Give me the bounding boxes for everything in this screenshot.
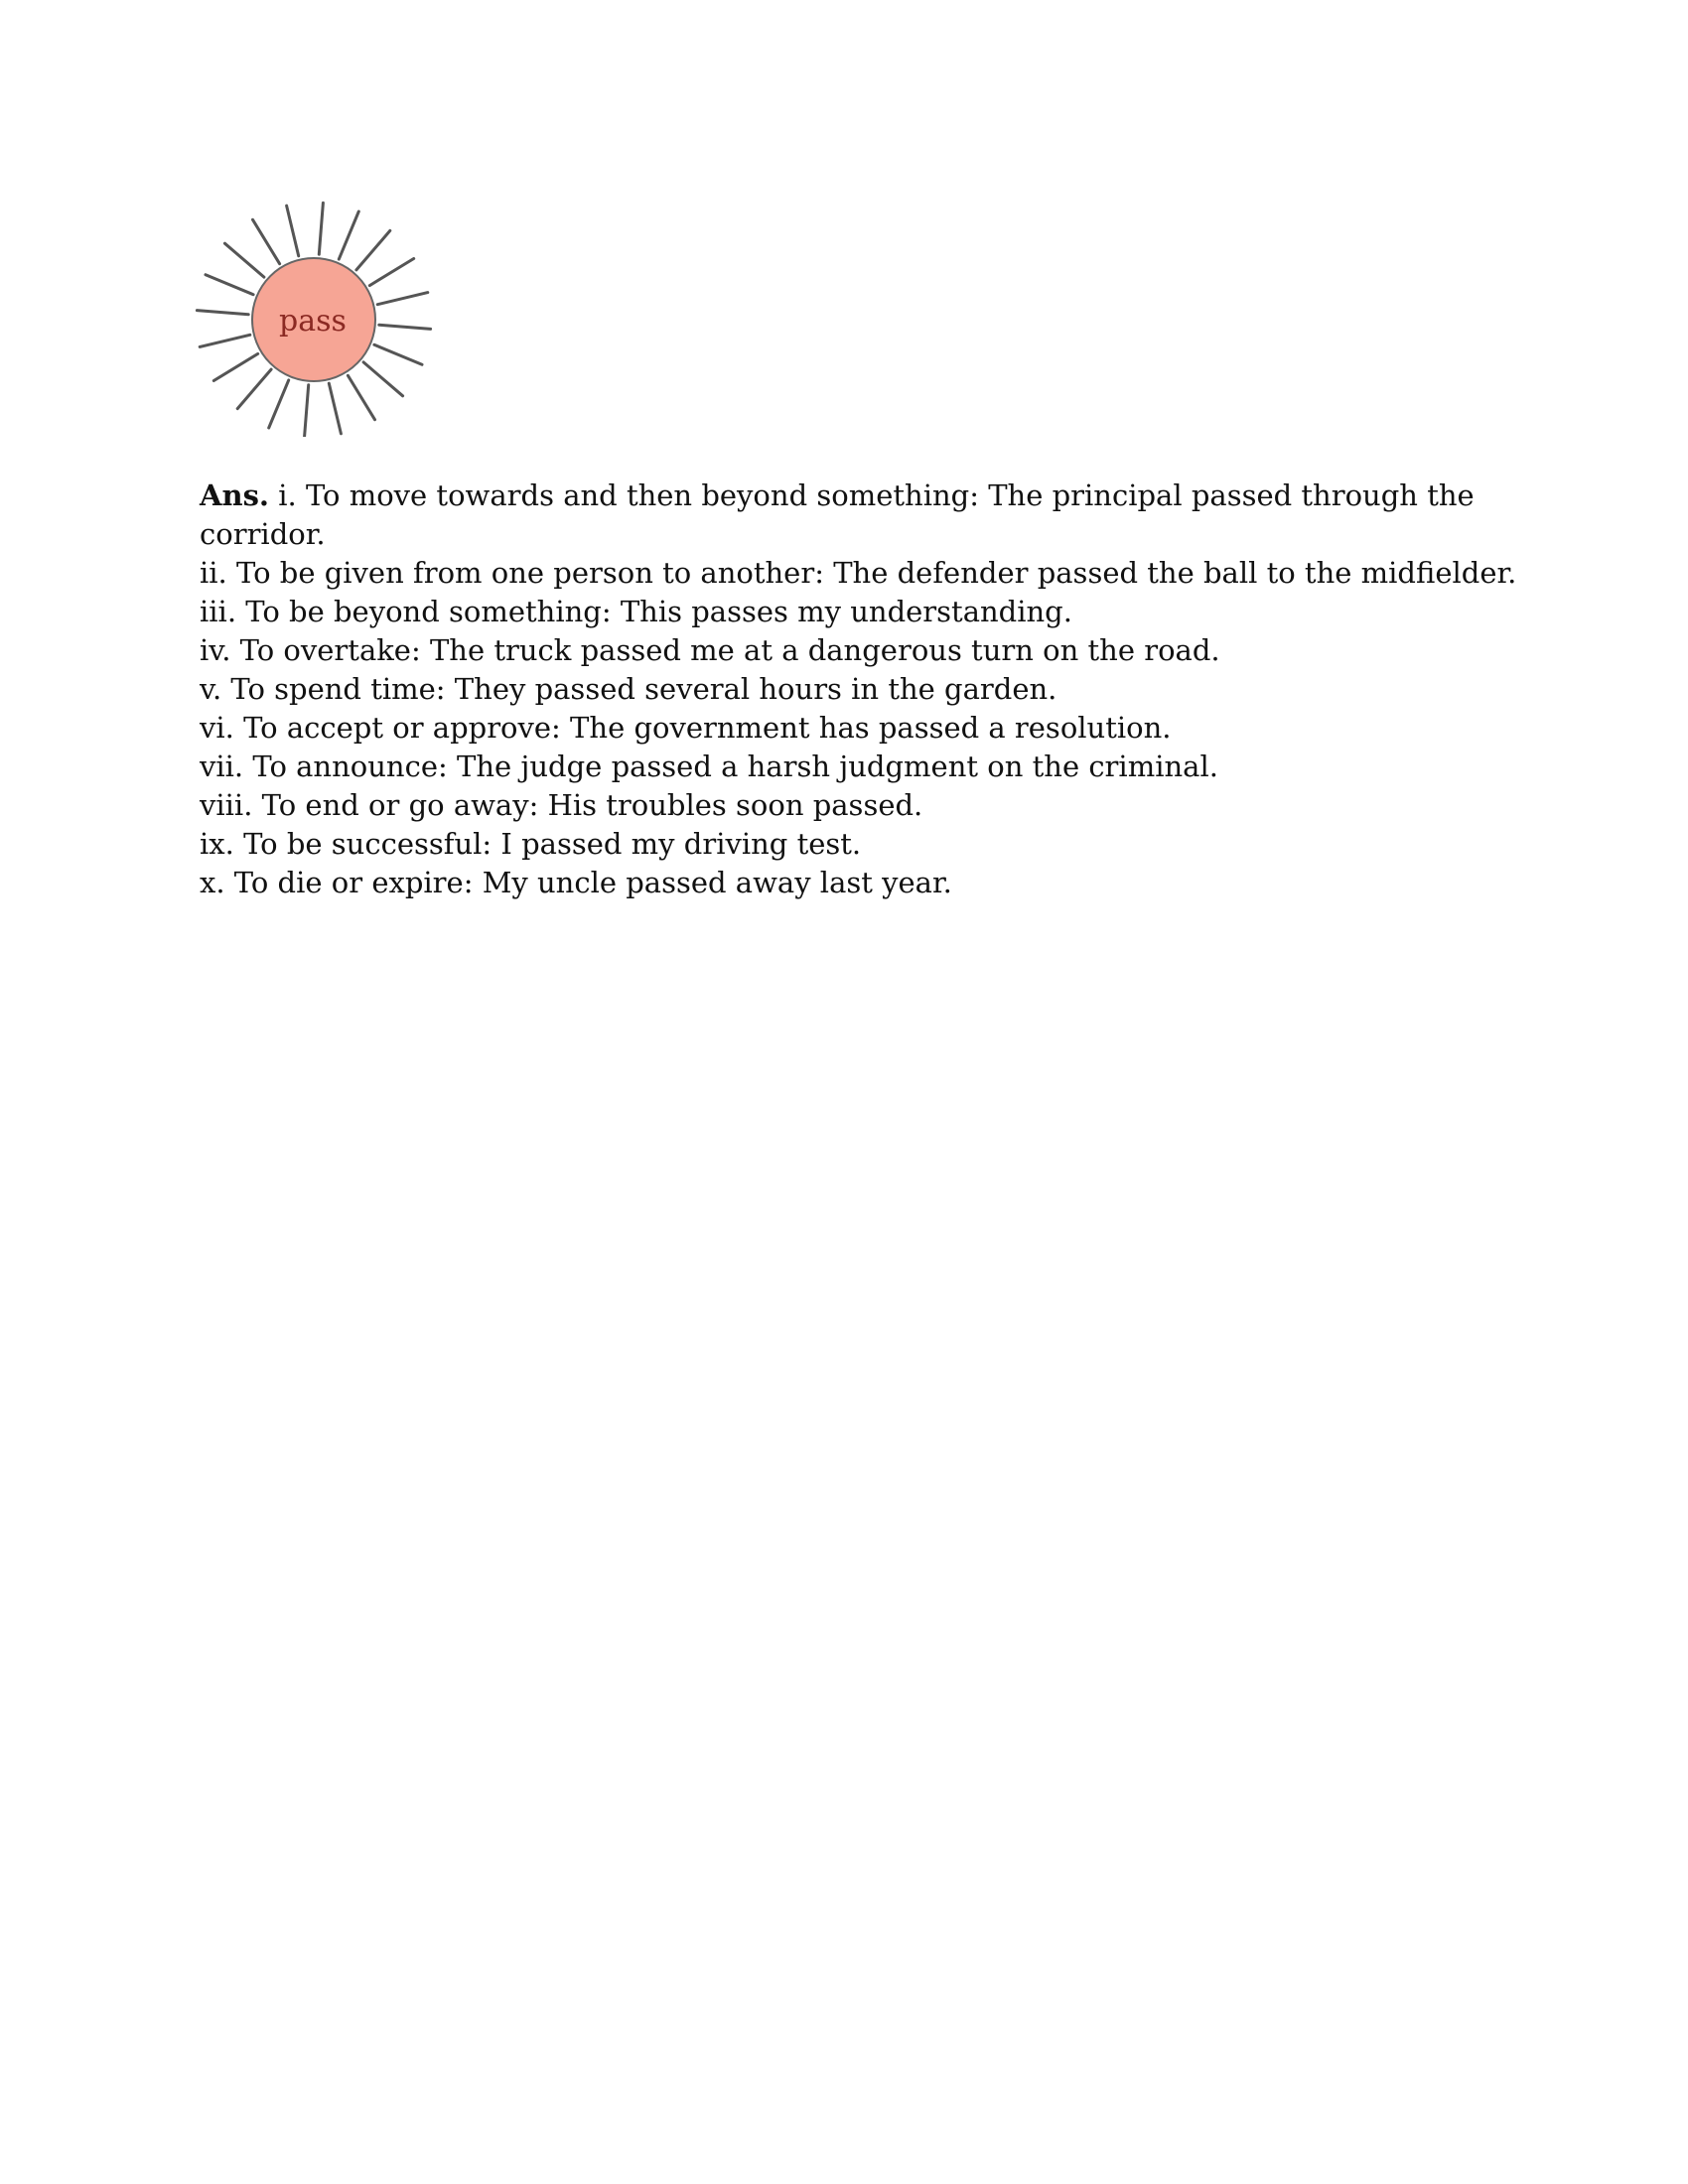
answer-item: ii. To be given from one person to another: The defender passed the ball to the midfielder.: [200, 556, 1517, 590]
answer-item: ix. To be successful: I passed my driving test.: [200, 827, 862, 861]
diagram-ray: [379, 325, 431, 329]
diagram-ray: [213, 353, 257, 380]
diagram-ray: [237, 369, 271, 409]
diagram-ray: [369, 259, 413, 286]
answer-item: [200, 477, 1490, 554]
word-circle-label: pass: [279, 304, 347, 339]
diagram-ray: [305, 385, 309, 437]
answer-item: iv. To overtake: The truck passed me at a dangerous turn on the road.: [200, 633, 1220, 667]
answer-item: v. To spend time: They passed several hours in the garden.: [200, 672, 1057, 706]
diagram-ray: [374, 344, 422, 364]
diagram-ray: [319, 203, 323, 254]
answer-item: x. To die or expire: My uncle passed away last year.: [200, 866, 952, 899]
diagram-ray: [329, 383, 341, 434]
answer-item-text: i. To move towards and then beyond something: The principal passed through the corridor.: [200, 478, 1475, 551]
diagram-ray: [269, 380, 289, 428]
diagram-ray: [253, 219, 280, 263]
word-web-diagram: [195, 199, 433, 437]
answer-item: viii. To end or go away: His troubles soon passed.: [200, 788, 923, 822]
answer-item: vi. To accept or approve: The government has passed a resolution.: [200, 711, 1172, 745]
diagram-ray: [339, 211, 358, 259]
diagram-ray: [363, 362, 403, 396]
answer-item: vii. To announce: The judge passed a harsh judgment on the criminal.: [200, 750, 1218, 783]
diagram-ray: [356, 230, 390, 270]
diagram-ray: [348, 375, 374, 419]
diagram-ray: [200, 335, 250, 346]
diagram-ray: [224, 243, 264, 277]
diagram-ray: [197, 311, 248, 315]
diagram-ray: [287, 205, 299, 256]
answer-block: [200, 477, 1517, 902]
answer-label: Ans.: [200, 478, 270, 512]
diagram-ray: [377, 293, 428, 305]
diagram-ray: [206, 275, 253, 295]
answer-item: iii. To be beyond something: This passes my understanding.: [200, 595, 1072, 628]
